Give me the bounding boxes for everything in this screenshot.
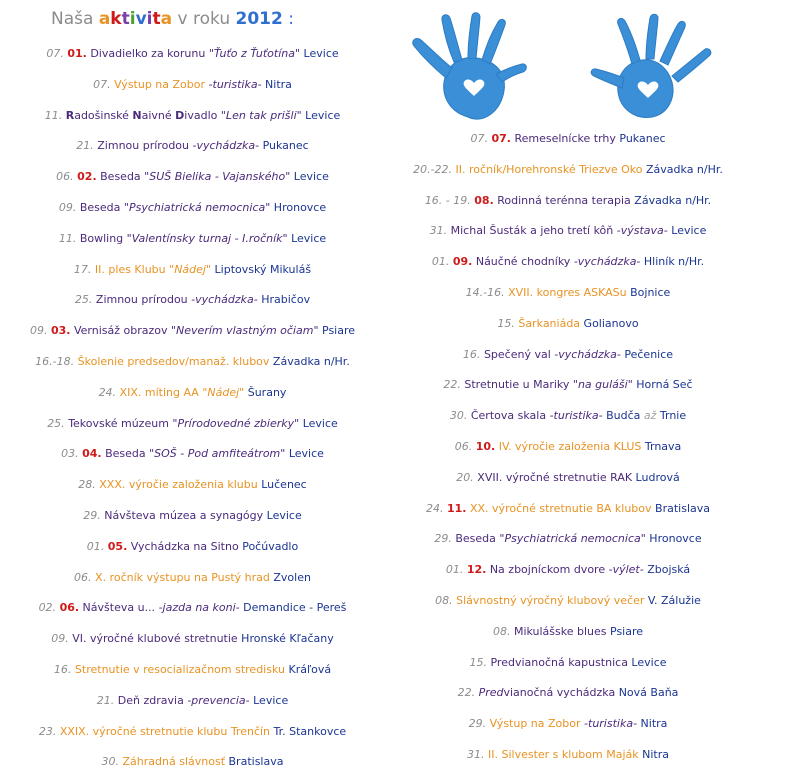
activity-segment: 01.: [86, 539, 108, 553]
title-prefix: Naša: [51, 9, 99, 29]
activity-segment: -výstava-: [616, 224, 668, 238]
activity-segment: "Neverím vlastným očiam": [170, 324, 319, 338]
activity-segment: 31.: [429, 224, 451, 238]
activity-segment: N: [132, 108, 142, 122]
activity-item: [0, 385, 385, 401]
left-handprint-icon: [413, 13, 527, 119]
activity-segment: Počúvadlo: [238, 539, 299, 553]
activity-segment: 29.: [434, 532, 456, 546]
activity-segment: Vernisáž obrazov: [70, 324, 171, 338]
activity-segment: Šarkaniáda: [518, 316, 581, 330]
activity-segment: 08.: [435, 594, 457, 607]
activity-segment: 22.: [443, 378, 465, 392]
activity-segment: "Ťuťo z Ťuťotína": [208, 47, 301, 60]
activity-segment: 25.: [47, 416, 69, 430]
activity-segment: II. ročník/Horehronské Triezve Oko: [455, 162, 643, 176]
activity-segment: 07.: [93, 77, 115, 91]
activity-segment: Bratislava: [225, 755, 284, 769]
title-letter: t: [121, 9, 130, 29]
activity-segment: Slávnostný výročný klubový večer: [456, 594, 645, 607]
activity-segment: 28.: [78, 478, 100, 492]
activity-segment: 11.: [44, 108, 66, 122]
activity-segment: 15.: [469, 655, 491, 669]
activity-segment: II. Silvester s klubom Maják: [488, 748, 639, 761]
activity-segment: 22.: [457, 686, 479, 700]
activity-segment: Školenie predsedov/manaž. klubov: [77, 355, 270, 368]
activity-item: [0, 754, 385, 770]
activity-segment: Návšteva u...: [79, 601, 159, 615]
activity-segment: Spečený val: [483, 347, 555, 361]
activity-segment: R: [65, 108, 75, 122]
activity-segment: XIX. míting AA: [119, 385, 203, 399]
activity-segment: Pukanec: [259, 139, 309, 153]
activity-segment: 08.: [474, 193, 494, 207]
activity-segment: 17.: [73, 262, 95, 276]
activity-segment: "SOŠ - Pod amfiteátrom": [149, 447, 286, 461]
title-letter: i: [146, 9, 153, 29]
activity-segment: Nitra: [637, 717, 668, 731]
activity-item: [368, 408, 768, 424]
activity-segment: Zvolen: [269, 570, 311, 584]
activity-segment: -výlet-: [608, 563, 644, 577]
activity-segment: Beseda: [101, 447, 150, 461]
activity-segment: Nitra: [261, 77, 292, 91]
activity-segment: 10.: [475, 440, 496, 453]
activity-item: [0, 231, 385, 247]
activity-segment: až: [643, 409, 657, 423]
activity-segment: Závadka n/Hr.: [642, 162, 723, 176]
activity-segment: Predvianočná kapustnica: [490, 655, 628, 669]
activity-segment: Levice: [300, 47, 339, 60]
activity-item: [368, 562, 768, 578]
activity-segment: Trnie: [656, 409, 687, 423]
activity-segment: aivné: [141, 108, 176, 122]
activity-item: [368, 316, 768, 332]
activity-segment: 06.: [74, 570, 96, 584]
activity-item: [0, 446, 385, 462]
activity-segment: "Psychiatrická nemocnica": [123, 201, 271, 214]
activity-segment: 16.-18.: [35, 355, 78, 368]
activity-item: [368, 624, 768, 640]
activity-segment: 16.: [462, 347, 484, 361]
title-suffix: :: [282, 9, 294, 29]
activity-segment: Náučné chodníky: [472, 255, 574, 269]
activity-segment: Zimnou prírodou: [97, 139, 193, 153]
activity-segment: 24.: [98, 385, 120, 399]
activity-segment: 06.: [454, 440, 476, 453]
activity-segment: Nová Baňa: [615, 686, 679, 700]
activity-segment: Na zbojníckom dvore: [486, 563, 609, 577]
activity-segment: Beseda: [79, 201, 124, 214]
activity-item: [0, 631, 385, 647]
activity-segment: Kráľová: [284, 663, 332, 676]
activity-segment: Ludrová: [632, 470, 680, 484]
activity-segment: Levice: [263, 509, 302, 522]
activity-item: [0, 600, 385, 616]
activity-segment: Hrabičov: [257, 293, 311, 307]
activity-segment: "Valentínsky turnaj - I.ročník": [126, 231, 288, 245]
activity-segment: X. ročník výstupu na Pustý hrad: [95, 570, 270, 584]
activity-segment: 01.: [431, 255, 453, 269]
activity-item: [0, 292, 385, 308]
activity-segment: 16.: [53, 663, 75, 676]
activity-item: [0, 477, 385, 493]
activity-item: [0, 46, 385, 62]
activity-segment: Hronské Kľačany: [237, 632, 334, 646]
activity-segment: Psiare: [318, 324, 356, 338]
activity-segment: "Nádej": [169, 262, 212, 276]
activity-segment: Bojnice: [626, 286, 671, 299]
activity-segment: 03.: [50, 324, 71, 338]
activity-segment: 01.: [445, 563, 467, 577]
activity-segment: Psiare: [606, 624, 644, 638]
activity-segment: 09.: [29, 324, 51, 338]
activity-segment: "Psychiatrická nemocnica": [499, 532, 646, 546]
activity-segment: Hronovce: [645, 532, 702, 546]
activity-segment: Mikulášske blues: [513, 624, 607, 638]
page-title: [0, 9, 345, 29]
activity-segment: Beseda: [455, 532, 500, 546]
activity-segment: Návšteva múzea a synagógy: [104, 509, 264, 522]
activity-item: [368, 162, 768, 178]
activity-segment: 12.: [466, 563, 487, 577]
activity-segment: 05.: [107, 539, 128, 553]
activity-segment: XXIX. výročné stretnutie klubu Trenčín: [59, 724, 271, 738]
activity-segment: 06.: [56, 170, 78, 184]
title-letter: t: [152, 9, 161, 29]
activity-segment: 16. - 19.: [424, 193, 475, 207]
activity-segment: Levice: [290, 170, 329, 184]
activity-item: [0, 108, 385, 124]
activity-segment: -turistika-: [584, 717, 638, 731]
activity-item: [368, 193, 768, 209]
activity-segment: 31.: [467, 748, 488, 761]
activity-item: [368, 347, 768, 363]
activity-item: [0, 693, 385, 709]
activity-segment: 07.: [470, 132, 492, 145]
activity-segment: "Nádej": [202, 385, 245, 399]
activity-segment: II. ples Klubu: [94, 262, 170, 276]
activity-segment: 04.: [82, 447, 102, 461]
activity-item: [368, 593, 768, 609]
activity-segment: Divadielko za korunu: [86, 47, 209, 60]
activity-segment: 29.: [83, 509, 105, 522]
activity-segment: 14.-16.: [465, 286, 509, 299]
activity-segment: -vychádzka-: [554, 347, 621, 361]
activity-item: [0, 662, 385, 678]
title-letter: a: [98, 9, 111, 29]
activity-segment: 09.: [58, 201, 80, 214]
activity-segment: Pečenice: [620, 347, 674, 361]
activity-item: [368, 470, 768, 486]
activity-segment: Levice: [249, 693, 289, 707]
activity-segment: Levice: [301, 108, 341, 122]
activity-segment: Pukanec: [615, 132, 666, 145]
activity-segment: -prevencia-: [187, 693, 250, 707]
activity-segment: Zbojská: [643, 563, 691, 577]
activity-segment: 23.: [38, 724, 60, 738]
activity-segment: Tr. Stankovce: [270, 724, 347, 738]
activity-item: [368, 223, 768, 239]
activity-segment: 21.: [96, 693, 118, 707]
activity-segment: Závadka n/Hr.: [269, 355, 350, 368]
activity-segment: XVII. výročné stretnutie RAK: [477, 470, 633, 484]
activity-segment: D: [175, 108, 185, 122]
activity-item: [368, 131, 768, 147]
activity-item: [0, 724, 385, 740]
activity-segment: Demandice - Pereš: [239, 601, 347, 615]
activity-segment: Levice: [285, 447, 324, 461]
activity-item: [368, 747, 768, 763]
activity-segment: Závadka n/Hr.: [630, 193, 712, 207]
title-letter: v: [135, 9, 147, 29]
title-letter: i: [129, 9, 136, 29]
activity-segment: 21.: [76, 139, 98, 153]
activity-segment: 07.: [46, 47, 68, 60]
activity-item: [0, 138, 385, 154]
activity-segment: 30.: [101, 755, 123, 769]
activity-item: [368, 285, 768, 301]
activity-segment: 09.: [51, 632, 73, 646]
activity-segment: Hronovce: [270, 201, 327, 214]
activity-segment: IV. výročie založenia KLUS: [495, 440, 642, 453]
activity-segment: Levice: [667, 224, 707, 238]
activity-segment: Vychádzka na Sitno: [127, 539, 239, 553]
activity-segment: Čertova skala: [470, 409, 550, 423]
activity-item: [0, 354, 385, 370]
activity-item: [368, 439, 768, 455]
activity-segment: 25.: [74, 293, 96, 307]
activity-item: [368, 377, 768, 393]
activity-segment: -vychádzka-: [191, 293, 258, 307]
activity-segment: Lučenec: [257, 478, 307, 492]
activity-segment: Stretnutie u Mariky: [464, 378, 573, 392]
activity-segment: Levice: [299, 416, 338, 430]
activity-segment: Nitra: [638, 748, 669, 761]
activity-segment: Liptovský Mikuláš: [211, 262, 312, 276]
activity-segment: Pred: [478, 686, 504, 700]
activity-segment: XVII. kongres ASKASu: [508, 286, 627, 299]
activity-segment: Bowling: [79, 231, 127, 245]
activity-segment: Golianovo: [580, 316, 639, 330]
activity-segment: Záhradná slávnosť: [122, 755, 226, 769]
activity-item: [0, 416, 385, 432]
title-letter: k: [110, 9, 122, 29]
activity-segment: 08.: [492, 624, 514, 638]
activity-segment: -vychádzka-: [573, 255, 641, 269]
activity-segment: Horná Seč: [632, 378, 693, 392]
activity-segment: Výstup na Zobor: [114, 77, 209, 91]
activity-item: [0, 262, 385, 278]
right-handprint-icon: [591, 14, 711, 117]
activity-item: [0, 169, 385, 185]
activity-segment: Rodinná terénna terapia: [493, 193, 631, 207]
activity-segment: 09.: [452, 255, 473, 269]
activity-segment: V. Zálužie: [644, 594, 701, 607]
activity-segment: vianočná vychádzka: [503, 686, 616, 700]
activity-segment: 20.-22.: [413, 162, 456, 176]
activity-segment: Deň zdravia: [117, 693, 188, 707]
activity-segment: 02.: [38, 601, 60, 615]
activity-item: [0, 200, 385, 216]
activity-segment: "na guláši": [572, 378, 633, 392]
activity-segment: "Prírodovedné zbierky": [172, 416, 300, 430]
activity-segment: -jazda na koni-: [158, 601, 240, 615]
title-year: 2012: [235, 9, 283, 29]
activity-segment: Michal Šusták a jeho tretí kôň: [450, 224, 617, 238]
activity-item: [0, 508, 385, 524]
activity-segment: adošinské: [74, 108, 133, 122]
activity-segment: 29.: [468, 717, 490, 731]
activity-segment: Levice: [287, 231, 327, 245]
activity-segment: -turistika-: [208, 77, 262, 91]
title-middle: v roku: [172, 9, 236, 29]
activity-segment: Remeselnícke trhy: [510, 132, 616, 145]
title-letter: a: [160, 9, 173, 29]
activity-segment: XX. výročné stretnutie BA klubov: [466, 501, 652, 515]
activity-segment: 11.: [446, 501, 467, 515]
title-aktivita: [99, 9, 172, 29]
activity-segment: Tekovské múzeum: [68, 416, 173, 430]
activity-segment: Beseda: [96, 170, 145, 184]
activity-segment: -turistika-: [549, 409, 603, 423]
activity-item: [0, 77, 385, 93]
activity-segment: "Len tak prišli": [220, 108, 302, 122]
activity-item: [0, 323, 385, 339]
activity-item: [0, 570, 385, 586]
activity-segment: Výstup na Zobor: [489, 717, 585, 731]
activity-segment: 06.: [59, 601, 80, 615]
activity-segment: 01.: [67, 47, 87, 60]
activity-segment: 15.: [497, 316, 519, 330]
activity-segment: -vychádzka-: [192, 139, 260, 153]
activity-segment: 24.: [425, 501, 447, 515]
activity-item: [368, 254, 768, 270]
activity-segment: Bratislava: [651, 501, 710, 515]
activity-item: [368, 716, 768, 732]
activity-segment: ivadlo: [184, 108, 221, 122]
hands-icon: [410, 12, 725, 130]
activity-item: [0, 539, 385, 555]
activity-segment: Levice: [627, 655, 667, 669]
activity-segment: Stretnutie v resocializačnom stredisku: [74, 663, 285, 676]
activity-segment: "SUŠ Bielika - Vajanského": [144, 170, 291, 184]
activity-item: [368, 531, 768, 547]
activity-segment: 11.: [58, 231, 80, 245]
activity-segment: 02.: [77, 170, 97, 184]
activity-item: [368, 501, 768, 517]
activity-segment: 20.: [456, 470, 478, 484]
activity-segment: 03.: [61, 447, 83, 461]
activity-segment: Trnava: [641, 440, 682, 453]
activity-segment: Hliník n/Hr.: [640, 255, 705, 269]
activity-segment: Zimnou prírodou: [95, 293, 192, 307]
activity-segment: Budča: [602, 409, 644, 423]
activity-segment: 30.: [449, 409, 471, 423]
activity-segment: Šurany: [244, 385, 287, 399]
activity-segment: 07.: [491, 132, 511, 145]
activity-segment: XXX. výročie založenia klubu: [99, 478, 258, 492]
activity-segment: VI. výročné klubové stretnutie: [72, 632, 238, 646]
activity-item: [368, 685, 768, 701]
activity-item: [368, 655, 768, 671]
